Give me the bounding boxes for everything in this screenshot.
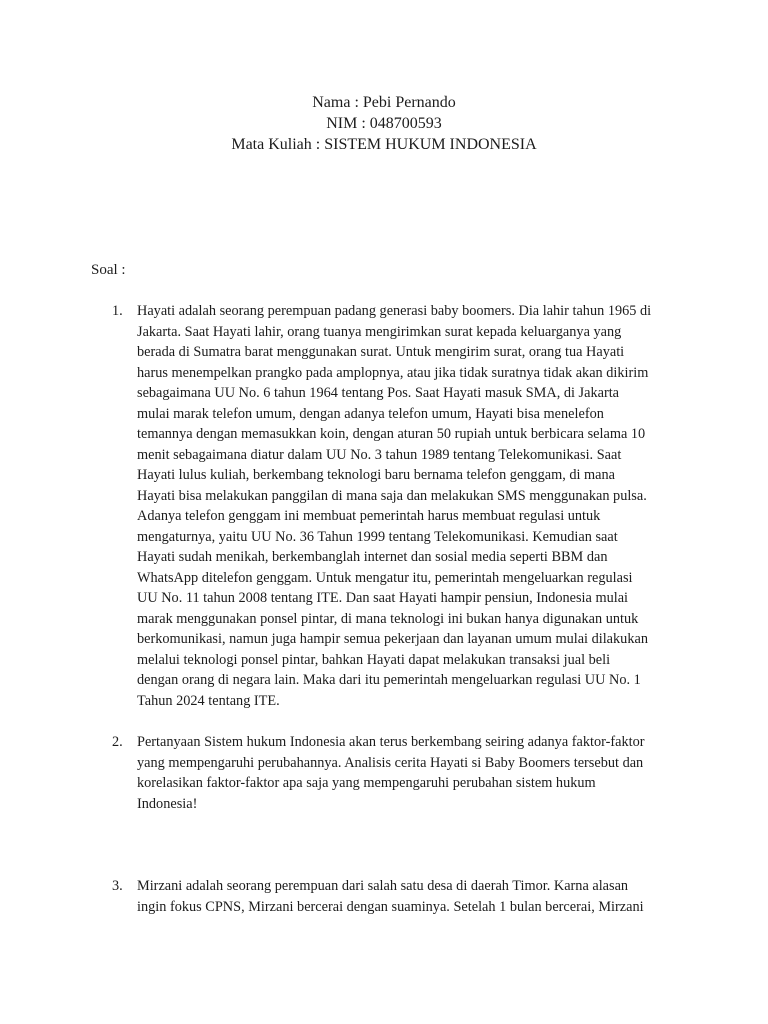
question-2 xyxy=(112,732,678,814)
student-nim: NIM : 048700593 xyxy=(326,115,442,132)
text-line: Tahun 2024 tentang ITE. xyxy=(137,692,280,709)
text-line: marak menggunakan ponsel pintar, di mana teknologi ini bukan hanya digunakan untuk xyxy=(137,610,639,627)
text-line: korelasikan faktor-faktor apa saja yang mempengaruhi perubahan sistem hukum xyxy=(137,775,596,791)
text-line: dengan orang di negara lain. Maka dari itu pemerintah mengeluarkan regulasi UU No. 1 xyxy=(137,672,641,688)
question-text xyxy=(137,301,678,711)
text-line: yang mempengaruhi perubahannya. Analisis cerita Hayati si Baby Boomers tersebut dan xyxy=(137,754,644,771)
text-line: mulai marak telefon umum, dengan adanya telefon umum, Hayati bisa menelefon xyxy=(137,405,604,422)
question-3 xyxy=(112,876,678,917)
text-line: Adanya telefon genggam ini membuat pemerintah harus membuat regulasi untuk xyxy=(137,508,601,524)
text-line: Indonesia! xyxy=(137,795,198,812)
text-line: berada di Sumatra barat menggunakan surat. Untuk mengirim surat, orang tua Hayati xyxy=(137,344,625,360)
question-number: 1. xyxy=(112,303,123,319)
course-name: Mata Kuliah : SISTEM HUKUM INDONESIA xyxy=(231,136,537,153)
text-line: UU No. 11 tahun 2008 tentang ITE. Dan saat Hayati hampir pensiun, Indonesia mulai xyxy=(137,590,629,606)
text-line: Jakarta. Saat Hayati lahir, orang tuanya mengirimkan surat kepada keluarganya yang xyxy=(137,323,622,340)
question-text xyxy=(137,876,678,917)
text-line: sebagaimana UU No. 6 tahun 1964 tentang Pos. Saat Hayati masuk SMA, di Jakarta xyxy=(137,385,620,401)
text-line: harus menempelkan prangko pada amplopnya, atau jika tidak suratnya tidak akan dikirim xyxy=(137,364,649,381)
text-line: temannya dengan memasukkan koin, dengan aturan 50 rupiah untuk berbicara selama 10 xyxy=(137,426,646,442)
text-line: Mirzani adalah seorang perempuan dari salah satu desa di daerah Timor. Karna alasan xyxy=(137,878,629,894)
question-number: 2. xyxy=(112,734,123,750)
student-header xyxy=(0,92,768,155)
text-line: Hayati bisa melakukan panggilan di mana saja dan melakukan SMS menggunakan pulsa. xyxy=(137,487,647,504)
text-line: melalui teknologi ponsel pintar, bahkan Hayati dapat melakukan transaksi jual beli xyxy=(137,651,611,668)
text-line: berkomunikasi, namun juga hampir semua pekerjaan dan layanan umum mulai dilakukan xyxy=(137,631,648,647)
text-line: Hayati sudah menikah, berkembanglah internet dan sosial media seperti BBM dan xyxy=(137,549,608,565)
text-line: WhatsApp ditelefon genggam. Untuk mengatur itu, pemerintah mengeluarkan regulasi xyxy=(137,569,633,586)
text-line: menit sebagaimana diatur dalam UU No. 3 tahun 1989 tentang Telekomunikasi. Saat xyxy=(137,446,622,463)
text-line: Pertanyaan Sistem hukum Indonesia akan terus berkembang seiring adanya faktor-faktor xyxy=(137,734,645,750)
question-1 xyxy=(112,301,678,711)
text-line: Hayati lulus kuliah, berkembang teknologi baru bernama telefon genggam, di mana xyxy=(137,467,616,483)
text-line: ingin fokus CPNS, Mirzani bercerai dengan suaminya. Setelah 1 bulan bercerai, Mirzani xyxy=(137,898,644,915)
question-text xyxy=(137,732,678,814)
text-line: mengaturnya, yaitu UU No. 36 Tahun 1999 tentang Telekomunikasi. Kemudian saat xyxy=(137,528,618,545)
soal-label: Soal : xyxy=(91,262,126,278)
student-name: Nama : Pebi Pernando xyxy=(312,94,456,111)
question-number: 3. xyxy=(112,878,123,894)
text-line: Hayati adalah seorang perempuan padang generasi baby boomers. Dia lahir tahun 1965 di xyxy=(137,303,652,319)
